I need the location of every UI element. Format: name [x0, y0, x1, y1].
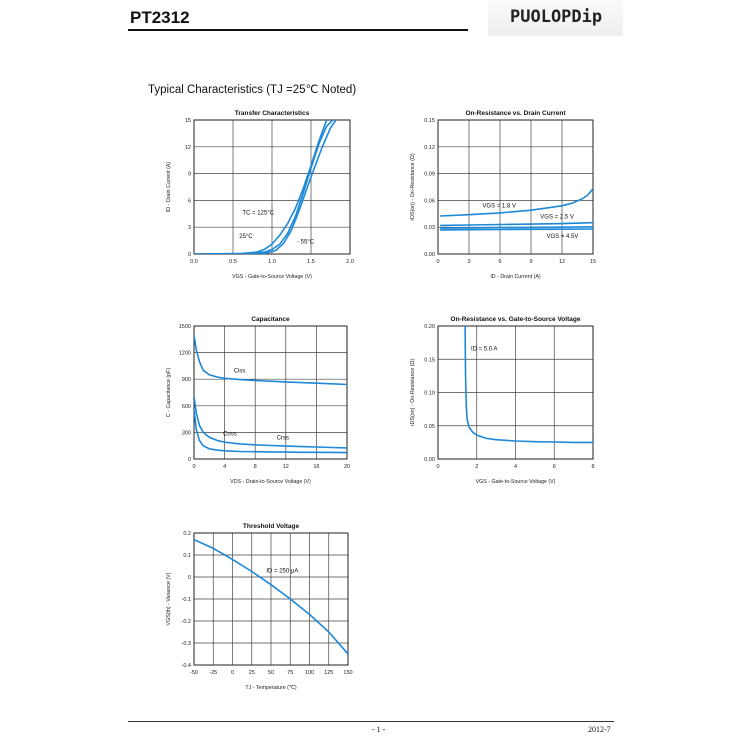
x-tick-label: 12	[282, 464, 289, 470]
x-tick-label: 6	[552, 464, 556, 470]
annotation-label: ID = 250 µA	[266, 568, 299, 575]
annotation-label: - 55°C	[296, 239, 315, 246]
x-tick-label: 8	[591, 464, 595, 470]
x-tick-label: 8	[253, 464, 257, 470]
annotation-label: Crss	[276, 435, 289, 442]
annotation-label: Coss	[223, 431, 237, 438]
section-title: Typical Characteristics (TJ =25℃ Noted)	[148, 84, 357, 96]
y-tick-label: 0.15	[424, 118, 435, 124]
y-axis-label: ID - Drain Current (A)	[166, 161, 172, 213]
y-tick-label: 0.2	[183, 531, 191, 537]
x-tick-label: 100	[304, 670, 315, 676]
x-tick-label: 20	[343, 464, 351, 470]
x-tick-label: 0.0	[190, 259, 198, 265]
y-tick-label: 600	[181, 403, 191, 410]
header-rule	[128, 29, 468, 31]
x-tick-label: 9	[529, 259, 533, 265]
y-tick-label: 0.00	[424, 457, 435, 463]
y-axis-label: VGS(th) - Variance (V)	[166, 572, 172, 626]
chart-title: Threshold Voltage	[242, 523, 300, 530]
y-tick-label: -0.4	[181, 663, 191, 669]
x-tick-label: 125	[324, 670, 334, 676]
y-tick-label: -0.3	[181, 641, 191, 647]
chart-on-resistance-vs-gate-voltage	[400, 310, 610, 492]
series-line	[440, 189, 593, 216]
document-date: 2012-7	[588, 725, 611, 734]
y-tick-label: 15	[184, 118, 191, 124]
annotation-label: VGS = 4.5V	[546, 233, 579, 240]
y-tick-label: 3	[187, 225, 191, 232]
datasheet-title: PT2312	[130, 8, 190, 27]
annotation-label: 25°C	[239, 233, 253, 240]
annotation-label: VGS = 1.8 V	[482, 203, 516, 210]
brand-logo: PUOLOPDip	[510, 7, 603, 27]
x-tick-label: 25	[248, 670, 255, 676]
x-axis-label: ID - Drain Current (A)	[490, 274, 541, 280]
x-tick-label: 1.0	[268, 259, 276, 265]
x-tick-label: 15	[589, 259, 597, 265]
x-axis-label: VGS - Gate-to-Source Voltage (V)	[232, 274, 312, 280]
y-axis-label: rDS(on) - On-Resistance (Ω)	[410, 358, 416, 427]
y-tick-label: 300	[181, 430, 191, 437]
series-line	[440, 229, 593, 230]
y-tick-label: 0	[187, 252, 191, 258]
x-tick-label: 75	[287, 670, 294, 676]
y-tick-label: -0.1	[181, 597, 191, 603]
series-line	[194, 120, 336, 254]
y-tick-label: 6	[187, 198, 191, 205]
y-tick-label: 1200	[178, 350, 191, 357]
x-tick-label: 6	[498, 259, 502, 265]
annotation-label: VGS = 2.5 V	[540, 214, 574, 221]
x-axis-label: TJ - Temperature (℃)	[245, 685, 297, 691]
x-tick-label: 12	[558, 259, 566, 265]
y-axis-label: C - Capacitance (pF)	[166, 367, 172, 418]
x-tick-label: 0	[230, 670, 235, 676]
x-tick-label: 0	[436, 259, 440, 265]
x-tick-label: 16	[313, 464, 320, 470]
x-axis-label: VDS - Drain-to-Source Voltage (V)	[230, 479, 311, 485]
y-tick-label: 0.1	[183, 553, 191, 559]
footer-rule	[128, 721, 614, 722]
x-tick-label: 2	[475, 464, 479, 470]
chart-on-resistance-vs-drain-current	[400, 104, 610, 286]
chart-title: Transfer Characteristics	[234, 110, 310, 117]
y-tick-label: 0.09	[424, 171, 435, 178]
y-tick-label: 0.15	[424, 357, 435, 364]
y-tick-label: 0.12	[424, 144, 435, 151]
x-tick-label: 4	[223, 464, 227, 470]
series-line	[440, 223, 593, 226]
y-tick-label: 0.06	[424, 198, 435, 205]
y-tick-label: 0.05	[424, 423, 435, 430]
annotation-label: TC = 125°C	[242, 210, 274, 217]
y-tick-label: 12	[184, 144, 191, 151]
y-tick-label: 0.00	[424, 252, 435, 258]
chart-title: Capacitance	[251, 316, 290, 323]
y-tick-label: 900	[181, 377, 191, 384]
x-tick-label: 50	[267, 670, 275, 676]
y-tick-label: 9	[187, 171, 191, 178]
y-axis-label: rDS(on) - On-Resistance (Ω)	[410, 153, 416, 221]
chart-threshold-voltage	[158, 516, 368, 698]
series-line	[194, 120, 333, 254]
x-tick-label: 0.5	[229, 259, 237, 265]
series-line	[465, 326, 593, 442]
chart-title: On-Resistance vs. Drain Current	[465, 110, 566, 117]
x-tick-label: -50	[190, 670, 198, 676]
x-tick-label: 0	[436, 464, 440, 470]
x-tick-label: -25	[209, 670, 218, 676]
x-tick-label: 3	[467, 259, 471, 265]
y-tick-label: 0	[187, 457, 191, 463]
y-tick-label: 1500	[178, 324, 191, 330]
y-tick-label: 0.20	[424, 324, 435, 330]
x-tick-label: 0	[192, 464, 196, 470]
annotation-label: Ciss	[233, 368, 246, 375]
x-tick-label: 4	[513, 464, 518, 470]
y-tick-label: -0.2	[181, 619, 191, 625]
chart-title: On-Resistance vs. Gate-to-Source Voltage	[450, 316, 581, 323]
annotation-label: ID = 5.0 A	[470, 346, 498, 353]
series-line	[194, 397, 347, 448]
x-tick-label: 150	[343, 670, 353, 676]
plot-frame	[194, 326, 347, 459]
x-axis-label: VGS - Gate-to-Source Voltage (V)	[475, 479, 556, 485]
series-line	[194, 335, 347, 385]
page-number: - 1 -	[372, 725, 386, 734]
chart-transfer-characteristics	[158, 104, 368, 286]
y-tick-label: 0.10	[424, 390, 435, 397]
x-tick-label: 2.0	[346, 259, 354, 265]
y-tick-label: 0.03	[424, 225, 435, 232]
chart-capacitance	[158, 310, 368, 492]
y-tick-label: 0	[187, 575, 191, 581]
x-tick-label: 1.5	[307, 259, 315, 265]
